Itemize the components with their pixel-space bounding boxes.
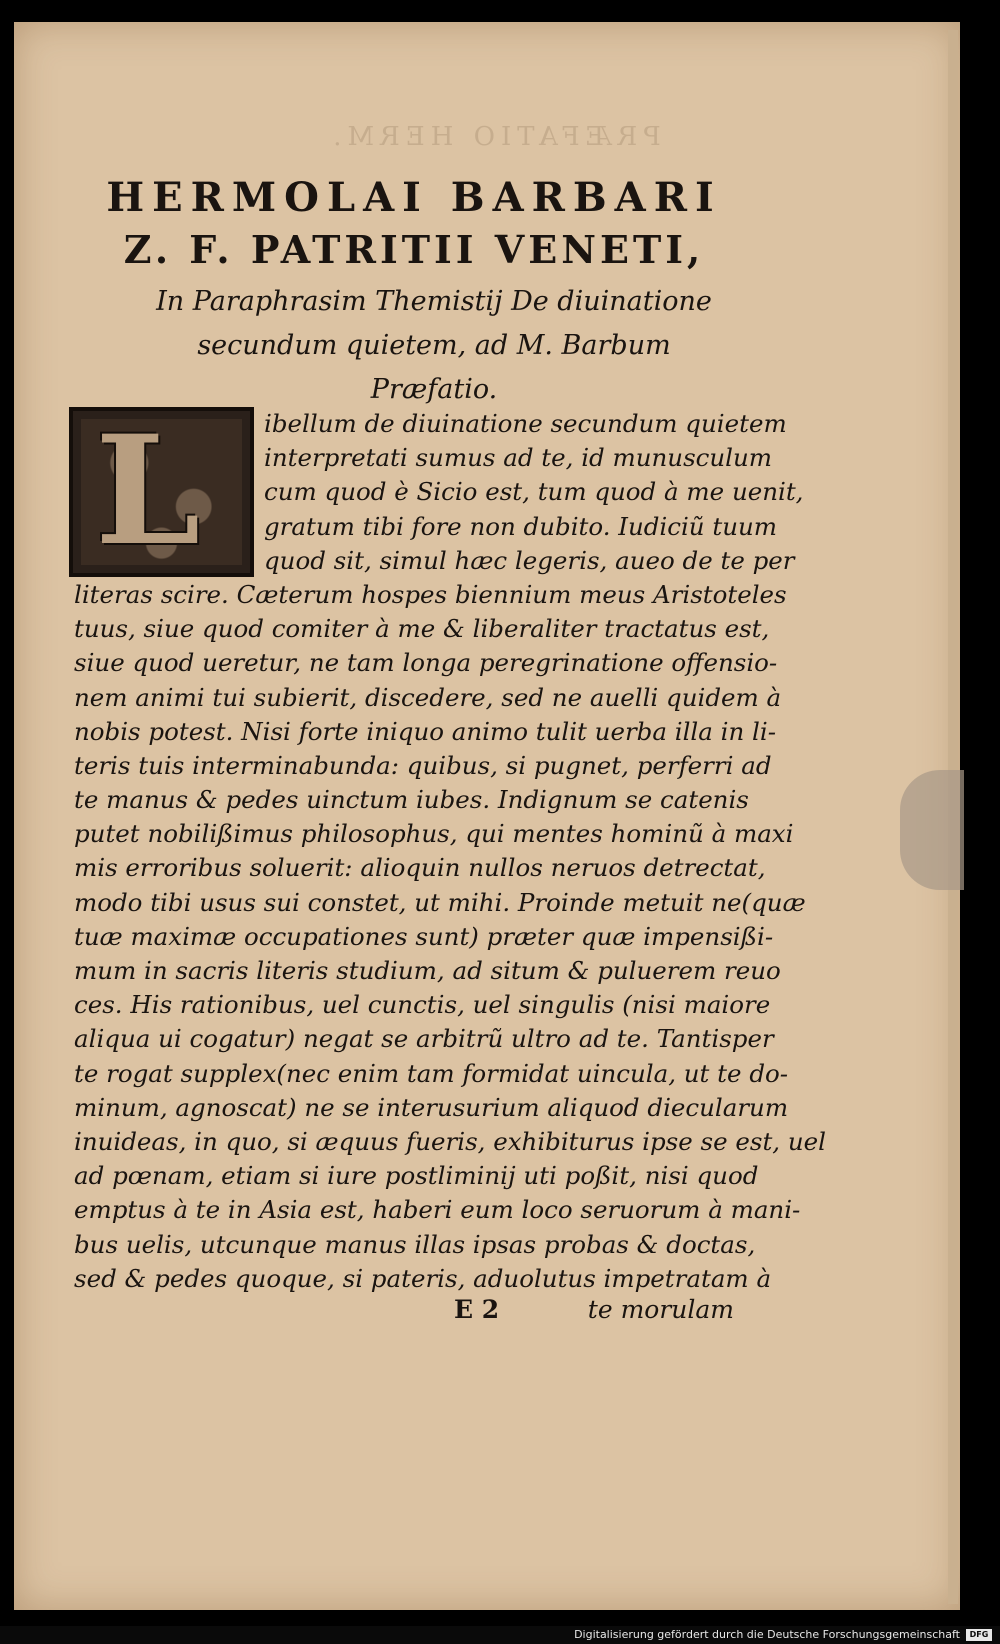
text-line: cum quod è Sicio est, tum quod à me uenit, xyxy=(264,477,804,507)
text-line: bus uelis, utcunque manus illas ipsas probas & doctas, xyxy=(74,1229,756,1259)
subtitle-line: In Paraphrasim Themistij De diuinatione xyxy=(156,286,712,317)
text-line: sed & pedes quoque, si pateris, aduolutus impetratam à xyxy=(74,1263,772,1293)
drop-cap-letter: L xyxy=(95,403,201,579)
footer-credit: Digitalisierung gefördert durch die Deutsche Forschungsgemeinschaft xyxy=(574,1628,960,1641)
subtitle-block xyxy=(134,280,734,412)
text-line: te manus & pedes uinctum iubes. Indignum se catenis xyxy=(74,785,749,815)
title-line-2: Z. F. PATRITII VENETI, xyxy=(123,227,705,272)
text-line: quod sit, simul hæc legeris, aueo de te per xyxy=(264,545,795,575)
bleed-through-shadow: PRÆFATIO HERM. xyxy=(327,122,661,152)
text-line: interpretati sumus ad te, id munusculum xyxy=(264,443,773,473)
text-line: siue quod ueretur, ne tam longa peregrinatione offensio- xyxy=(74,648,778,678)
text-line: teris tuis interminabunda: quibus, si pugnet, perferri ad xyxy=(74,750,772,780)
text-line: literas scire. Cæterum hospes biennium meus Aristoteles xyxy=(74,579,787,609)
text-line: tuus, siue quod comiter à me & liberaliter tractatus est, xyxy=(74,614,770,644)
text-line: nem animi tui subierit, discedere, sed ne auelli quidem à xyxy=(74,682,782,712)
text-line: minum, agnoscat) ne se interusurium aliquod diecularum xyxy=(74,1092,789,1122)
catchword: te morulam xyxy=(587,1295,734,1324)
text-line: tuæ maximæ occupationes sunt) præter quæ impensißi- xyxy=(74,921,774,951)
text-line: ibellum de diuinatione secundum quietem xyxy=(264,409,787,438)
text-line: aliqua ui cogatur) negat se arbitrũ ultro ad te. Tantisper xyxy=(74,1024,774,1054)
text-line: modo tibi usus sui constet, ut mihi. Proinde metuit ne(quæ xyxy=(74,887,806,917)
subtitle-line: Præfatio. xyxy=(370,374,498,405)
subtitle-line: secundum quietem, ad M. Barbum xyxy=(197,330,671,361)
body-text xyxy=(74,403,826,1296)
footer-bar xyxy=(0,1626,1000,1644)
title-line-1: HERMOLAI BARBARI xyxy=(106,174,722,221)
signature-mark: E 2 xyxy=(454,1295,500,1324)
text-line: emptus à te in Asia est, haberi eum loco seruorum à mani- xyxy=(74,1195,801,1225)
text-line: ad pœnam, etiam si iure postliminij uti poßit, nisi quod xyxy=(74,1161,759,1191)
text-line: nobis potest. Nisi forte iniquo animo tulit uerba illa in li- xyxy=(74,716,777,746)
text-line: gratum tibi fore non dubito. Iudiciũ tuum xyxy=(264,511,778,541)
clasp-shadow xyxy=(900,770,964,890)
text-line: putet nobilißimus philosophus, qui mentes hominũ à maxi xyxy=(74,819,794,849)
book-page xyxy=(14,22,960,1610)
text-line: mum in sacris literis studium, ad situm & puluerem reuo xyxy=(74,956,781,985)
text-line: ces. His rationibus, uel cunctis, uel singulis (nisi maiore xyxy=(74,990,771,1020)
text-line: te rogat supplex(nec enim tam formidat uincula, ut te do- xyxy=(74,1058,789,1088)
text-line: inuideas, in quo, si æquus fueris, exhibiturus ipse se est, uel xyxy=(74,1126,826,1156)
text-line: mis erroribus soluerit: alioquin nullos neruos detrectat, xyxy=(74,853,766,883)
dfg-logo-icon: DFG xyxy=(966,1629,992,1641)
